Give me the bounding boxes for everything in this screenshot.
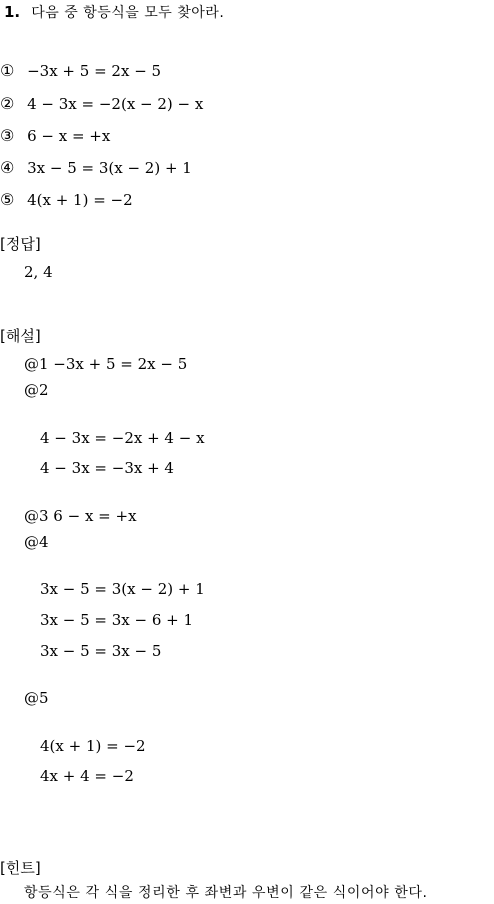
explanation-line: 3x − 5 = 3x − 5 <box>40 642 162 660</box>
explanation-line: 4x + 4 = −2 <box>40 767 134 785</box>
option-2 <box>0 94 203 114</box>
explanation-line: 3x − 5 = 3(x − 2) + 1 <box>40 580 205 598</box>
option-expression: 4(x + 1) = −2 <box>27 191 133 209</box>
option-expression: 3x − 5 = 3(x − 2) + 1 <box>27 159 192 177</box>
option-expression: 6 − x = +x <box>27 127 111 145</box>
option-4 <box>0 158 192 178</box>
hint-heading: [힌트] <box>0 859 41 877</box>
option-1 <box>0 61 161 81</box>
option-5 <box>0 190 133 210</box>
option-marker: ③ <box>0 126 15 145</box>
explanation-line: 4(x + 1) = −2 <box>40 737 146 755</box>
option-marker: ⑤ <box>0 190 15 209</box>
explanation-line: @2 <box>24 381 49 399</box>
explanation-line: 4 − 3x = −3x + 4 <box>40 459 174 477</box>
explanation-line: @3 6 − x = +x <box>24 507 137 525</box>
answer-value: 2, 4 <box>24 263 53 281</box>
option-3 <box>0 126 110 146</box>
option-marker: ④ <box>0 158 15 177</box>
option-marker: ② <box>0 94 15 113</box>
option-expression: −3x + 5 = 2x − 5 <box>27 62 162 80</box>
question-line <box>4 2 224 23</box>
explanation-line: @4 <box>24 533 49 551</box>
explanation-line: 4 − 3x = −2x + 4 − x <box>40 429 205 447</box>
question-text: 다음 중 항등식을 모두 찾아라. <box>31 5 225 21</box>
explanation-heading: [해설] <box>0 327 41 345</box>
explanation-line: @5 <box>24 689 49 707</box>
question-number: 1. <box>4 3 21 21</box>
answer-heading: [정답] <box>0 235 41 253</box>
explanation-line: 3x − 5 = 3x − 6 + 1 <box>40 611 194 629</box>
hint-text: 항등식은 각 식을 정리한 후 좌변과 우변이 같은 식이어야 한다. <box>24 885 428 901</box>
explanation-line: @1 −3x + 5 = 2x − 5 <box>24 355 188 373</box>
option-expression: 4 − 3x = −2(x − 2) − x <box>27 95 204 113</box>
option-marker: ① <box>0 61 15 80</box>
